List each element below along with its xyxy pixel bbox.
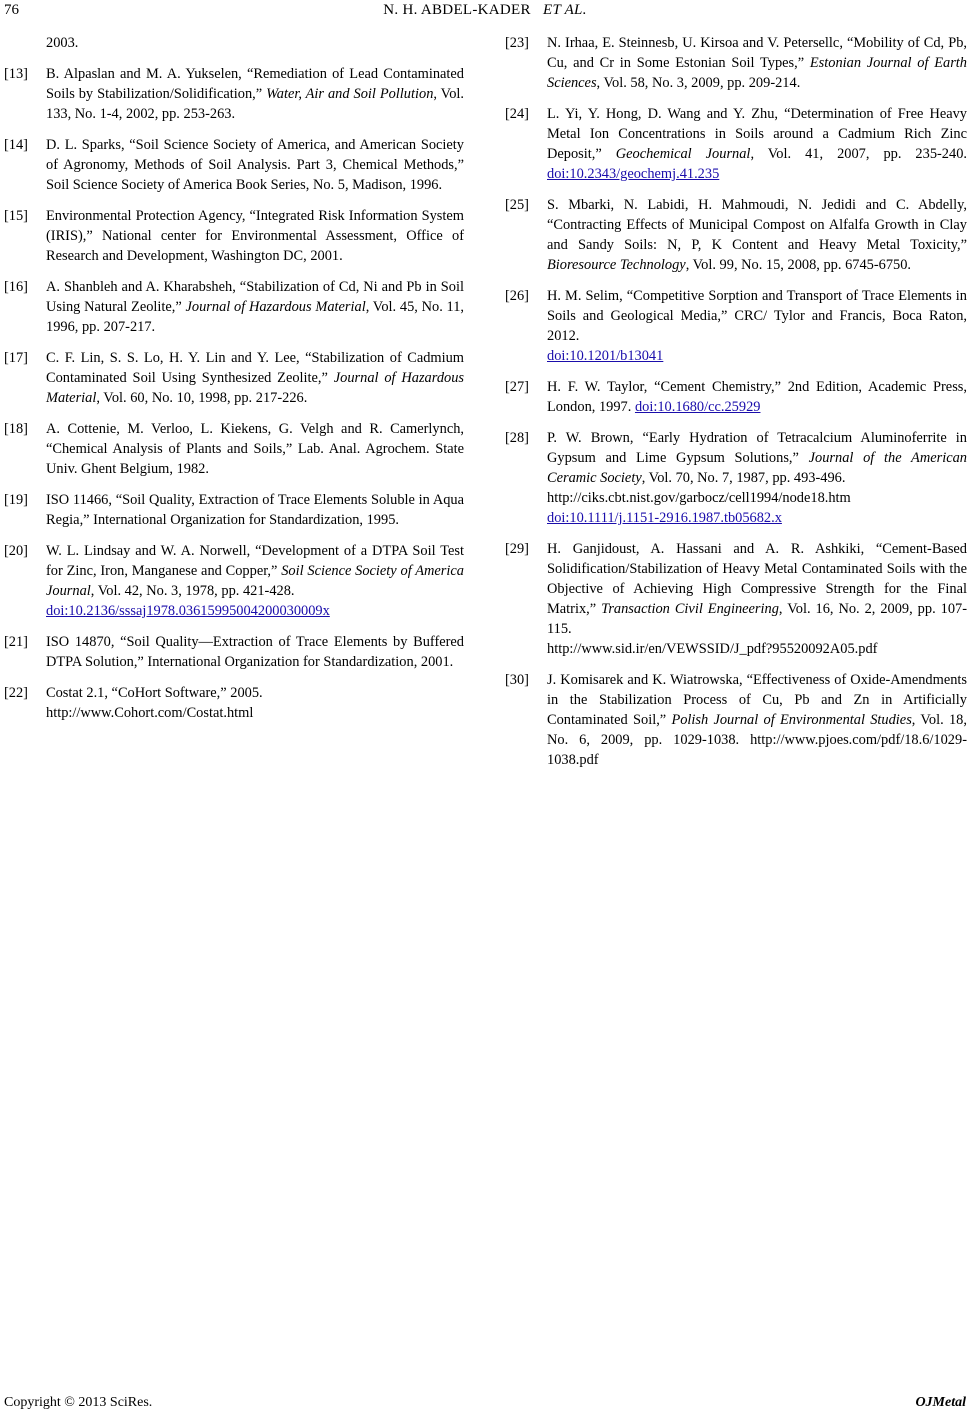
reference-item [505,286,967,366]
reference-details: , Vol. 60, No. 10, 1998, pp. 217-226. [96,390,308,406]
reference-text [547,670,967,770]
reference-item [4,64,464,124]
reference-journal: Bioresource Technology [547,257,686,273]
reference-doi-link[interactable]: doi:10.2343/geochemj.41.235 [547,166,720,182]
running-head-authors: N. H. ABDEL-KADER [383,2,531,18]
reference-number: [21] [4,634,28,650]
reference-citation: ISO 11466, “Soil Quality, Extraction of Trace Elements Soluble in Aqua Regia,” International Organization for Standardization, 1995. [46,492,464,528]
reference-text [46,632,464,672]
reference-details: , Vol. 99, No. 15, 2008, pp. 6745-6750. [685,257,912,273]
footer-journal: OJMetal [915,1395,966,1410]
reference-details: , Vol. 41, 2007, pp. 235-240. [750,146,967,162]
reference-journal: Journal of Hazardous Material [185,299,366,315]
reference-number: [28] [505,430,529,446]
reference-number: [22] [4,685,28,701]
reference-text [46,135,464,195]
reference-url: http://www.sid.ir/en/VEWSSID/J_pdf?95520092A05.pdf [547,641,878,657]
reference-text [547,539,967,659]
reference-item [505,539,967,659]
reference-text [46,541,464,621]
reference-doi-link[interactable]: doi:10.1201/b13041 [547,348,664,364]
reference-item [505,377,967,417]
reference-citation: S. Mbarki, N. Labidi, H. Mahmoudi, N. Jedidi and C. Abdelly, “Contracting Effects of Municipal Compost on Alfalfa Growth in Clay and Sandy Soils: N, P, K Content and Heavy Metal Toxicity,” [547,197,967,253]
reference-number: [30] [505,672,529,688]
reference-details: , Vol. 45, No. 11, 1996, pp. 207-217. [46,299,464,335]
running-head-et-al: ET AL. [542,2,587,18]
reference-citation: H. Ganjidoust, A. Hassani and A. R. Ashkiki, “Cement-Based Solidification/Stabilization of Heavy Metal Contaminated Soils with the Objective of Achieving High Compressive Strength for the Final Matrix,” [547,541,967,617]
reference-text [46,490,464,530]
reference-number: [24] [505,106,529,122]
right-column [505,33,967,781]
reference-citation: Costat 2.1, “CoHort Software,” 2005. [46,685,263,701]
continued-reference: 2003. [46,35,79,51]
reference-journal: Soil Science Society of America Journal [46,563,464,599]
reference-doi-link[interactable]: doi:10.2136/sssaj1978.03615995004200030009x [46,603,330,619]
reference-item [4,277,464,337]
reference-citation: J. Komisarek and K. Wiatrowska, “Effectiveness of Oxide-Amendments in the Stabilization Process of Cu, Pb and Zn in Artificially Contaminated Soil,” [547,672,967,728]
reference-text [46,419,464,479]
reference-citation: B. Alpaslan and M. A. Yukselen, “Remediation of Lead Contaminated Soils by Stabilization/Solidification,” [46,66,464,102]
reference-item [4,206,464,266]
reference-item [505,428,967,528]
reference-item [4,541,464,621]
reference-journal: Estonian Journal of Earth Sciences [547,55,967,91]
reference-citation: L. Yi, Y. Hong, D. Wang and Y. Zhu, “Determination of Free Heavy Metal Ion Concentrations in Soils around a Cadmium Rich Zinc Deposit,” [547,106,967,162]
reference-number: [16] [4,279,28,295]
reference-number: [19] [4,492,28,508]
reference-citation: C. F. Lin, S. S. Lo, H. Y. Lin and Y. Lee, “Stabilization of Cadmium Contaminated Soil Using Synthesized Zeolite,” [46,350,464,386]
running-head [0,0,970,20]
reference-item [505,33,967,93]
reference-citation: A. Cottenie, M. Verloo, L. Kiekens, G. Velgh and R. Camerlynch, “Chemical Analysis of Plants and Soils,” Lab. Anal. Agrochem. State Univ. Ghent Belgium, 1982. [46,421,464,477]
reference-doi-link[interactable]: doi:10.1111/j.1151-2916.1987.tb05682.x [547,510,782,526]
page-footer [4,1393,966,1413]
reference-details: , Vol. 16, No. 2, 2009, pp. 107-115. [547,601,967,637]
page-number: 76 [4,2,19,18]
reference-citation: H. M. Selim, “Competitive Sorption and Transport of Trace Elements in Soils and Geological Media,” CRC/ Tylor and Francis, Boca Raton, 2012. [547,288,967,344]
reference-text [547,377,967,417]
reference-citation: ISO 14870, “Soil Quality—Extraction of Trace Elements by Buffered DTPA Solution,” International Organization for Standardization, 2001. [46,634,464,670]
reference-url: http://www.Cohort.com/Costat.html [46,705,254,721]
reference-journal: Geochemical Journal [615,146,751,162]
reference-doi-link[interactable]: doi:10.1680/cc.25929 [634,399,761,415]
reference-text [46,64,464,124]
reference-citation: D. L. Sparks, “Soil Science Society of America, and American Society of Agronomy, Methods of Soil Analysis. Part 3, Chemical Methods,” Soil Science Society of America Book Series, No. 5, Madison, 1996. [46,137,464,193]
page-header [0,0,970,26]
reference-text [46,683,464,723]
reference-details: , Vol. 70, No. 7, 1987, pp. 493-496. [641,470,846,486]
reference-item [4,683,464,723]
reference-item [4,135,464,195]
reference-number: [20] [4,543,28,559]
reference-text [547,428,967,528]
reference-citation: A. Shanbleh and A. Kharabsheh, “Stabilization of Cd, Ni and Pb in Soil Using Natural Zeolite,” [46,279,464,315]
reference-text [547,104,967,184]
reference-details: , Vol. 133, No. 1-4, 2002, pp. 253-263. [46,86,465,122]
reference-text [547,33,967,93]
reference-item [505,195,967,275]
reference-citation: H. F. W. Taylor, “Cement Chemistry,” 2nd Edition, Academic Press, London, 1997. [547,379,967,415]
reference-text [46,206,464,266]
reference-number: [18] [4,421,28,437]
reference-number: [15] [4,208,28,224]
reference-text [46,277,464,337]
reference-url: http://ciks.cbt.nist.gov/garbocz/cell1994/node18.htm [547,490,851,506]
reference-number: [23] [505,35,529,51]
reference-item [505,104,967,184]
reference-citation: Environmental Protection Agency, “Integrated Risk Information System (IRIS),” National center for Environmental Assessment, Office of Research and Development, Washington DC, 2001. [46,208,464,264]
reference-journal: Polish Journal of Environmental Studies [671,712,912,728]
reference-citation: N. Irhaa, E. Steinnesb, U. Kirsoa and V. Petersellc, “Mobility of Cd, Pb, Cu, and Cr in Some Estonian Soil Types,” [547,35,967,71]
reference-number: [13] [4,66,28,82]
reference-item [4,490,464,530]
footer-copyright: Copyright © 2013 SciRes. [4,1395,153,1410]
reference-details: , Vol. 58, No. 3, 2009, pp. 209-214. [596,75,801,91]
reference-item [4,419,464,479]
reference-journal: Journal of the American Ceramic Society [547,450,967,486]
reference-number: [25] [505,197,529,213]
reference-journal: Transaction Civil Engineering [601,601,779,617]
reference-number: [17] [4,350,28,366]
reference-journal: Journal of Hazardous Material [46,370,465,406]
reference-number: [14] [4,137,28,153]
reference-number: [29] [505,541,529,557]
reference-item [505,670,967,770]
reference-number: [27] [505,379,529,395]
reference-text [547,195,967,275]
reference-details: , Vol. 42, No. 3, 1978, pp. 421-428. [90,583,295,599]
left-column [4,33,464,734]
reference-citation: P. W. Brown, “Early Hydration of Tetracalcium Aluminoferrite in Gypsum and Lime Gypsum Solutions,” [547,430,967,466]
reference-number: [26] [505,288,529,304]
reference-details: , Vol. 18, No. 6, 2009, pp. 1029-1038. http://www.pjoes.com/pdf/18.6/1029-1038.pdf [547,712,967,768]
reference-list-left [4,64,464,723]
reference-list-right [505,33,967,770]
reference-journal: Water, Air and Soil Pollution [266,86,434,102]
reference-citation: W. L. Lindsay and W. A. Norwell, “Development of a DTPA Soil Test for Zinc, Iron, Manganese and Copper,” [46,543,464,579]
reference-item [4,348,464,408]
reference-text [46,348,464,408]
reference-text [547,286,967,366]
reference-item [4,632,464,672]
